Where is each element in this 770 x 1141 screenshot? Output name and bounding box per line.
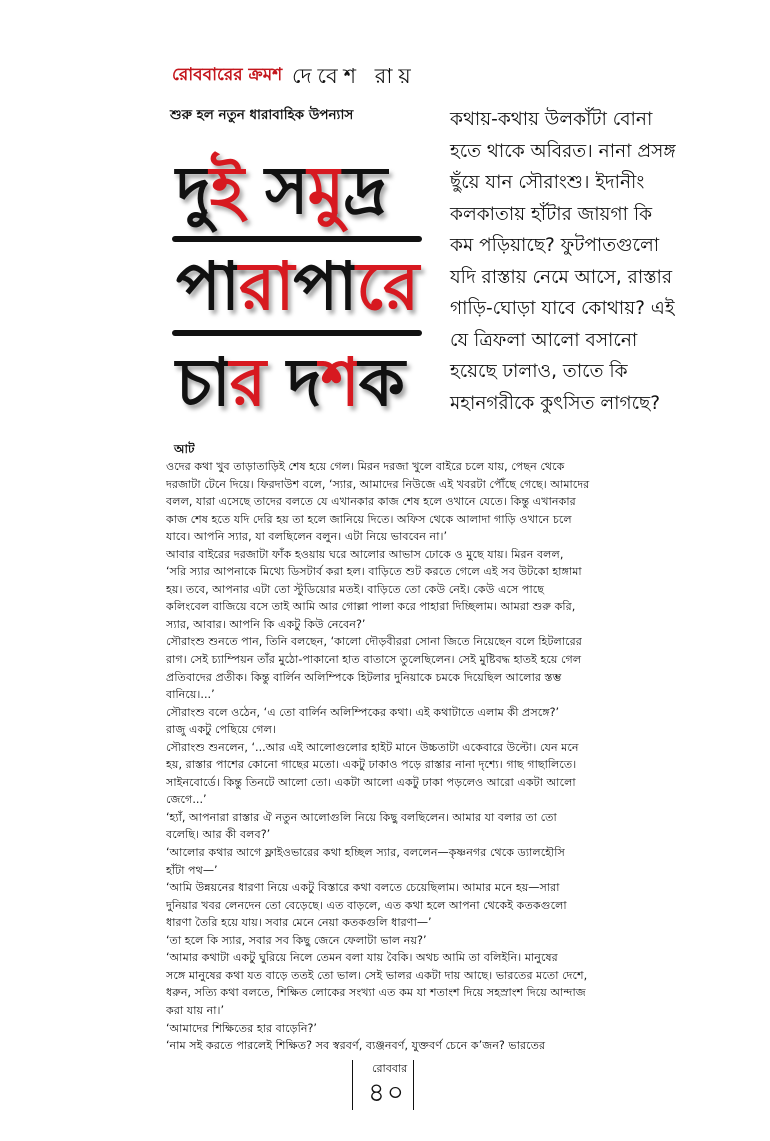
body-line: ধারণা তৈরি হয়ে যায়। সবার মেনে নেয়া কতকগুলি ধারণা—’ [166,916,432,930]
body-line: ‘আমাদের শিক্ষিতের হার বাড়েনি?’ [166,1021,317,1035]
pull-quote-line: মহানগরীকে কুৎসিত লাগছে? [450,392,661,414]
body-line: ধরুন, সত্যি কথা বলতে, শিক্ষিত লোকের সংখ্যা এত কম যা শতাংশ দিয়ে সহস্রাংশ দিয়ে আন্দাজ [166,986,586,1000]
body-line: ‘হ্যাঁ, আপনারা রাস্তার ঐ নতুন আলোগুলি নিয়ে কিছু বলছিলেন। আমার যা বলার তা তো [166,810,557,824]
body-line: বলেছি। আর কী বলব?’ [166,828,271,842]
pull-quote [450,104,750,419]
footer-divider [413,1060,414,1110]
body-line: দরজাটা টেনে দিয়ে। ফিরদাউশ বলে, ‘স্যার, আমাদের নিউজে এই খবরটা পৌঁছে গেছে। আমাদের [166,477,590,491]
body-line: সঙ্গে মানুষের কথা যত বাড়ে ততই তো ভাল। সেই ভালর একটা দায় আছে। ভারতের মতো দেশে, [166,968,588,982]
body-line: বলল, যারা এসেছে তাদের বলতে যে এখানকার কাজ শেষ হলে ওখানে যেতে। কিন্তু এখানকার [166,495,576,509]
body-line: সৌরাংশু শুনতে পান, তিনি বলছেন, ‘কালো দৌড়বীররা সোনা জিতে নিয়েছেন বলে হিটলারের [166,635,582,649]
body-line: স্যার, আবার। আপনি কি একটু কিউ নেবেন?’ [166,617,366,631]
title-fragment: র [229,344,266,421]
title-fragment: ক [358,344,404,421]
body-text [166,458,606,1055]
title-line-3 [176,332,404,442]
title-fragment: ই [209,152,244,229]
body-line: ‘আমি উন্নয়নের ধারণা নিয়ে একটু বিস্তারে কথা বলতে চেয়েছিলাম। আমার মনে হয়—সারা [166,881,560,895]
title-fragment: দ [265,344,321,421]
body-line: সৌরাংশু বলে ওঠেন, ‘এ তো বার্লিন অলিম্পিকের কথা। এই কথাটাতে এলাম কী প্রসঙ্গে?’ [166,705,560,719]
body-line: কাজ শেষ হতে যদি দেরি হয় তা হলে জানিয়ে দিতে। অফিস থেকে আলাদা গাড়ি ওখানে চলে [166,512,572,526]
body-line: ওদের কথা খুব তাড়াতাড়িই শেষ হয়ে গেল। মিরন দরজা খুলে বাইরে চলে যায়, পেছন থেকে [166,460,565,473]
title-line-1 [176,140,386,250]
title-fragment: রা [238,248,294,325]
body-line: ‘আলোর কথার আগে ফ্লাইওভারের কথা হচ্ছিল স্যার, বললেন—কৃষ্ণনগর থেকে ড্যালহৌসি [166,846,565,860]
title-fragment: মু [307,152,344,229]
body-line: ‘তা হলে কি স্যার, সবার সব কিছু জেনে ফেলাটা ভাল নয়?’ [166,933,427,947]
pull-quote-line: কম পড়িয়াছে? ফুটপাতগুলো [450,235,660,256]
footer-divider [352,1060,353,1110]
body-line: ‘নাম সই করতে পারলেই শিক্ষিত? সব স্বরবর্ণ, ব্যঞ্জনবর্ণ, যুক্তবর্ণ চেনে ক’জন? ভারতের [166,1039,546,1053]
body-line: প্রতিবাদের প্রতীক। কিন্তু বার্লিন অলিম্পিকে হিটলার দুনিয়াকে চমকে দিয়েছিল আলোর স্তম্ভ [166,670,562,684]
body-line: আবার বাইরের দরজাটা ফাঁক হওয়ায় ঘরে আলোর আভাস ঢোকে ও মুছে যায়। মিরন বলল, [166,547,564,561]
body-line: হয়। তবে, আপনার এটা তো স্টুডিয়োর মতই। বাড়িতে তো কেউ নেই। কেউ এসে পাছে [166,582,545,596]
title-fragment: পা [176,248,239,325]
body-line: বানিয়ে।...’ [166,688,215,702]
series-subtitle: শুরু হল নতুন ধারাবাহিক উপন্যাস [170,107,354,123]
footer-magazine-label: রোববার [372,1062,408,1075]
pull-quote-line: কলকাতায় হাঁটার জায়গা কি [450,203,653,225]
title-fragment: পা [293,248,357,325]
body-line: কলিংবেল বাজিয়ে বসে তাই আমি আর গোল্লা পালা করে পাহারা দিচ্ছিলাম। আমরা শুরু করি, [166,600,576,614]
title-fragment: চা [176,344,230,421]
pull-quote-line: হতে থাকে অবিরত। নানা প্রসঙ্গ [450,140,676,162]
title-fragment: দু [176,152,210,229]
pull-quote-line: যদি রাস্তায় নেমে আসে, রাস্তার [450,266,673,288]
author-name: দেবেশ রায় [292,64,417,88]
page-number: ৪০ [368,1078,406,1108]
pull-quote-line: হয়েছে ঢালাও, তাতে কি [450,361,628,382]
body-line: জেগে...’ [166,793,207,807]
body-line: যাবে। আপনি স্যার, যা বলছিলেন বলুন। এটা নিয়ে ভাববেন না।’ [166,530,448,544]
title-fragment: স [243,152,308,229]
title-fragment: দ্র [343,152,387,229]
pull-quote-line: কথায়-কথায় উলকাঁটা বোনা [450,109,653,130]
title-fragment: শ [320,344,359,421]
body-line: রাগ। সেই চ্যাম্পিয়ন তাঁর মুঠো-পাকানো হাত বাতাসে তুলেছিলেন। সেই মুষ্টিবদ্ধ হাতই হয়ে গেল [166,653,582,667]
pull-quote-line: গাড়ি-ঘোড়া যাবে কোথায়? এই [450,298,675,319]
body-line: ‘আমার কথাটা একটু ঘুরিয়ে নিলে তেমন বলা যায় বৈকি। অথচ আমি তা বলিইনি। মানুষের [166,951,558,965]
body-line: ‘সরি স্যার আপনাকে মিথ্যে ডিসটার্ব করা হল। বাড়িতে শুট করতে গেলে এই সব উটকো হাঙ্গামা [166,565,582,579]
body-line: রাজু একটু পেছিয়ে গেল। [166,723,276,737]
body-line: সৌরাংশু শুনলেন, ‘...আর এই আলোগুলোর হাইট মানে উচ্চতাটা একেবারে উল্টো। যেন মনে [166,740,579,754]
pull-quote-line: যে ত্রিফলা আলো বসানো [450,329,638,351]
body-line: হাঁটা পথ—’ [166,863,218,877]
body-line: করা যায় না।’ [166,1003,225,1017]
section-rubric: রোববারের ক্রমশ [172,65,283,85]
chapter-label: আট [174,442,195,456]
body-line: সাইনবোর্ডে। কিন্তু তিনটে আলো তো। একটা আলো একটু ঢাকা পড়লেও আরো একটা আলো [166,775,576,789]
body-line: দুনিয়ার খবর লেনদেন তো বেড়েছে। এত বাড়লে, এত কথা হলে আপনা থেকেই কতকগুলো [166,898,567,912]
body-line: হয়, রাস্তার পাশের কোনো গাছের মতো। একটু ঢাকাও পড়ে রাস্তার নানা দৃশ্যে। গাছ গাছালিতে। [166,758,577,772]
title-fragment: রে [356,248,419,325]
pull-quote-line: ছুঁয়ে যান সৌরাংশু। ইদানীং [450,172,645,193]
